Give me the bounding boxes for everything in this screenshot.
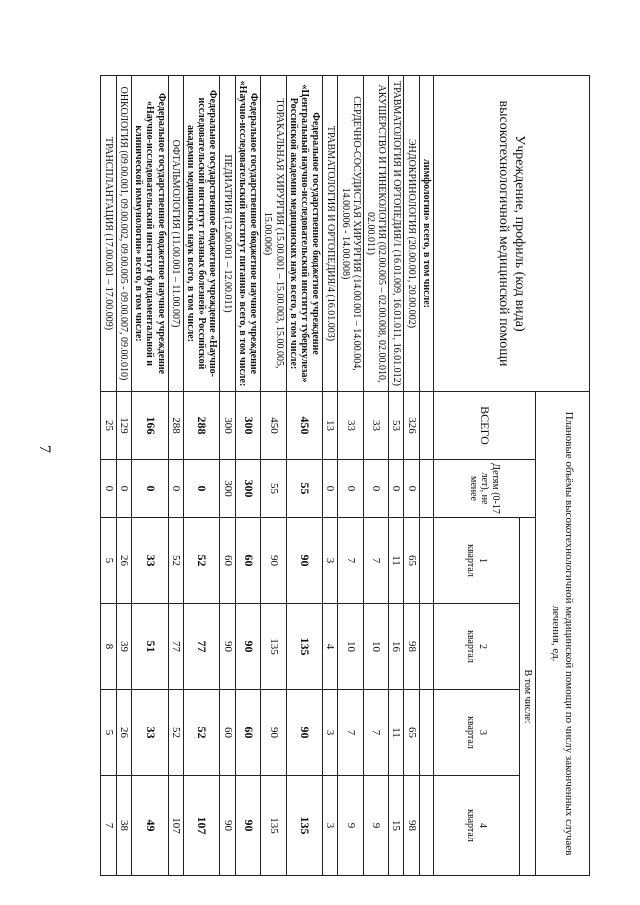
cell-q3: 5 xyxy=(101,690,116,776)
cell-q4: 90 xyxy=(235,776,260,876)
header-planned-volumes: Плановые объёмы высокотехнологичной медицинской помощи по числу законченных случаев лечения, ед. xyxy=(536,392,590,876)
row-name: ОНКОЛОГИЯ (09.00.001, 09.00.002, 09.00.005 - 09.00.007, 09.00.010) xyxy=(116,76,131,392)
table-row xyxy=(338,76,363,876)
volume-table xyxy=(100,75,590,876)
cell-q4: 107 xyxy=(183,776,220,876)
cell-q1: 7 xyxy=(338,518,363,604)
cell-q2: 98 xyxy=(404,604,419,690)
cell-q3: 33 xyxy=(132,690,169,776)
cell-children: 0 xyxy=(323,460,338,518)
cell-total: 300 xyxy=(220,392,235,460)
table-row xyxy=(183,76,220,876)
cell-total: 13 xyxy=(323,392,338,460)
cell-total xyxy=(419,392,433,460)
row-name: Федеральное государственное бюджетное учреждение «Центральный научно-исследовательский институт туберкулеза» Российской академии медицинских наук всего, в том числе: xyxy=(286,76,323,392)
cell-q2: 135 xyxy=(286,604,323,690)
cell-q1: 5 xyxy=(101,518,116,604)
header-quarter-3: 3 квартал xyxy=(434,690,520,776)
cell-q1: 60 xyxy=(220,518,235,604)
cell-q3: 7 xyxy=(338,690,363,776)
cell-q2: 90 xyxy=(235,604,260,690)
table-row xyxy=(389,76,404,876)
cell-total: 450 xyxy=(261,392,286,460)
row-name: ТОРАКАЛЬНАЯ ХИРУРГИЯ (15.00.001 – 15.00.003, 15.00.005, 15.00.006) xyxy=(261,76,286,392)
row-name: АКУШЕРСТВО И ГИНЕКОЛОГИЯ (02.00.005 – 02.00.008, 02.00.010, 02.00.011) xyxy=(363,76,388,392)
cell-q2: 77 xyxy=(168,604,183,690)
cell-children: 0 xyxy=(363,460,388,518)
header-including: В том числе: xyxy=(520,518,536,876)
table-row xyxy=(101,76,116,876)
cell-q1: 60 xyxy=(235,518,260,604)
cell-children: 55 xyxy=(261,460,286,518)
cell-total: 300 xyxy=(235,392,260,460)
row-name: ЭНДОКРИНОЛОГИЯ (20.00.001, 20.00.002) xyxy=(404,76,419,392)
cell-q3: 3 xyxy=(323,690,338,776)
cell-q1: 3 xyxy=(323,518,338,604)
cell-total: 166 xyxy=(132,392,169,460)
cell-q4: 107 xyxy=(168,776,183,876)
header-children: Детям (0-17 лет), не менее xyxy=(434,460,536,518)
table-row xyxy=(404,76,419,876)
cell-q3: 90 xyxy=(286,690,323,776)
table-row xyxy=(235,76,260,876)
header-quarter-1: 1 квартал xyxy=(434,518,520,604)
cell-q3: 11 xyxy=(389,690,404,776)
table-row xyxy=(323,76,338,876)
cell-q1 xyxy=(419,518,433,604)
cell-q3: 60 xyxy=(235,690,260,776)
table-row xyxy=(132,76,169,876)
row-name: ТРАНСПЛАНТАЦИЯ (17.00.001 – 17.00.009) xyxy=(101,76,116,392)
rotated-sheet xyxy=(100,75,590,875)
table-row xyxy=(168,76,183,876)
cell-total: 288 xyxy=(168,392,183,460)
cell-children: 0 xyxy=(338,460,363,518)
cell-q4: 3 xyxy=(323,776,338,876)
cell-q1: 90 xyxy=(261,518,286,604)
cell-total: 326 xyxy=(404,392,419,460)
row-name: СЕРДЕЧНО-СОСУДИСТАЯ ХИРУРГИЯ (14.00.001 – 14.00.004, 14.00.006 - 14.00.008) xyxy=(338,76,363,392)
cell-q4: 135 xyxy=(261,776,286,876)
cell-q2: 16 xyxy=(389,604,404,690)
cell-q4: 38 xyxy=(116,776,131,876)
cell-children: 55 xyxy=(286,460,323,518)
cell-q1: 7 xyxy=(363,518,388,604)
cell-total: 288 xyxy=(183,392,220,460)
row-name: лимфологии» всего, в том числе: xyxy=(419,76,433,392)
row-name: Федеральное государственное бюджетное научное учреждение «Научно-исследовательский институт питания» всего, в том числе: xyxy=(235,76,260,392)
cell-q3: 60 xyxy=(220,690,235,776)
cell-children: 0 xyxy=(116,460,131,518)
cell-total: 450 xyxy=(286,392,323,460)
cell-q4: 9 xyxy=(363,776,388,876)
table-row xyxy=(220,76,235,876)
cell-q3: 65 xyxy=(404,690,419,776)
table-header xyxy=(434,76,590,876)
cell-q4: 135 xyxy=(286,776,323,876)
cell-q1: 52 xyxy=(183,518,220,604)
cell-q2: 51 xyxy=(132,604,169,690)
cell-q4: 9 xyxy=(338,776,363,876)
table-body xyxy=(101,76,434,876)
cell-children: 0 xyxy=(168,460,183,518)
cell-children: 0 xyxy=(404,460,419,518)
row-name: ТРАВМАТОЛОГИЯ И ОРТОПЕДИЯ/4 (16.01.003) xyxy=(323,76,338,392)
header-total: ВСЕГО xyxy=(434,392,536,460)
table-row xyxy=(286,76,323,876)
cell-q4: 90 xyxy=(220,776,235,876)
cell-children: 0 xyxy=(132,460,169,518)
cell-q3 xyxy=(419,690,433,776)
cell-q3: 52 xyxy=(168,690,183,776)
cell-q3: 52 xyxy=(183,690,220,776)
cell-q3: 7 xyxy=(363,690,388,776)
row-name: ТРАВМАТОЛОГИЯ И ОРТОПЕДИЯ/1 (16.01.009, 16.01.011, 16.01.012) xyxy=(389,76,404,392)
cell-children xyxy=(419,460,433,518)
cell-q4: 98 xyxy=(404,776,419,876)
cell-q3: 26 xyxy=(116,690,131,776)
cell-children: 0 xyxy=(101,460,116,518)
cell-total: 25 xyxy=(101,392,116,460)
header-quarter-4: 4 квартал xyxy=(434,776,520,876)
cell-q2: 8 xyxy=(101,604,116,690)
page-number: 7 xyxy=(36,445,53,453)
cell-total: 53 xyxy=(389,392,404,460)
cell-q1: 11 xyxy=(389,518,404,604)
cell-q2: 4 xyxy=(323,604,338,690)
cell-q3: 90 xyxy=(261,690,286,776)
cell-q2 xyxy=(419,604,433,690)
cell-q1: 90 xyxy=(286,518,323,604)
row-name: Федеральное государственное бюджетное научное учреждение «Научно-исследовательский институт фундаментальной и клинической иммунологии» всего, в том числе: xyxy=(132,76,169,392)
cell-children: 0 xyxy=(183,460,220,518)
cell-q4: 49 xyxy=(132,776,169,876)
cell-q4: 15 xyxy=(389,776,404,876)
cell-children: 300 xyxy=(220,460,235,518)
cell-children: 300 xyxy=(235,460,260,518)
cell-q2: 10 xyxy=(338,604,363,690)
cell-q2: 77 xyxy=(183,604,220,690)
cell-q1: 26 xyxy=(116,518,131,604)
table-row xyxy=(419,76,433,876)
cell-q2: 39 xyxy=(116,604,131,690)
table-row xyxy=(116,76,131,876)
cell-q4 xyxy=(419,776,433,876)
table-row xyxy=(261,76,286,876)
header-quarter-2: 2 квартал xyxy=(434,604,520,690)
cell-q2: 90 xyxy=(220,604,235,690)
cell-q1: 33 xyxy=(132,518,169,604)
header-institution-profile: Учреждение, профиль (код вида) высокотехнологичной медицинской помощи xyxy=(434,76,590,392)
row-name: Федеральное государственное бюджетное учреждение «Научно-исследовательский институт глазных болезней» Российской академии медицинских наук всего, в том числе: xyxy=(183,76,220,392)
table-row xyxy=(363,76,388,876)
row-name: ОФТАЛЬМОЛОГИЯ (11.00.001 – 11.00.007) xyxy=(168,76,183,392)
cell-q1: 65 xyxy=(404,518,419,604)
row-name: ПЕДИАТРИЯ (12.00.001 – 12.00.011) xyxy=(220,76,235,392)
cell-total: 129 xyxy=(116,392,131,460)
cell-total: 33 xyxy=(338,392,363,460)
cell-total: 33 xyxy=(363,392,388,460)
cell-q4: 7 xyxy=(101,776,116,876)
cell-q1: 52 xyxy=(168,518,183,604)
cell-children: 0 xyxy=(389,460,404,518)
cell-q2: 10 xyxy=(363,604,388,690)
cell-q2: 135 xyxy=(261,604,286,690)
